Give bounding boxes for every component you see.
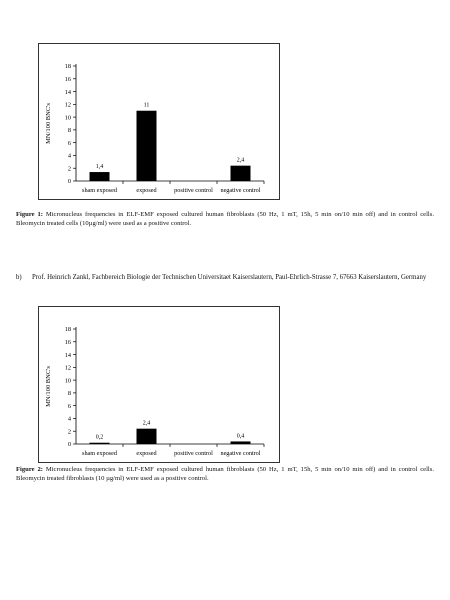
section-b-affiliation (16, 273, 434, 283)
data-label: 2,4 (236, 157, 245, 164)
y-tick-label: 8 (67, 127, 71, 135)
x-tick-label: sham exposed (82, 187, 117, 194)
bar (137, 111, 157, 181)
y-tick-label: 2 (67, 428, 71, 436)
bar (90, 172, 110, 181)
figure-1-caption-text: Micronucleus frequencies in ELF-EMF exposed cultured human fibroblasts (50 Hz, 1 mT, 15h, 5 min on/10 min off) and in control cells. Bleomycin treated cells (10µg/ml) were used as a positive control. (16, 211, 434, 228)
y-tick-label: 10 (64, 114, 71, 122)
section-b-text: Prof. Heinrich Zankl, Fachbereich Biologie der Technischen Universitaet Kaiserslautern, Paul-Ehrlich-Strasse 7, 67663 Kaiserslautern, Germany (32, 274, 427, 281)
y-tick-label: 8 (67, 390, 71, 398)
bar (137, 429, 157, 444)
y-tick-label: 14 (64, 351, 71, 359)
x-tick-label: positive control (174, 187, 213, 194)
x-tick-label: exposed (136, 450, 157, 457)
x-tick-label: negative control (220, 187, 261, 194)
figure-2-chart (38, 306, 280, 463)
y-tick-label: 6 (67, 402, 71, 410)
y-tick-label: 0 (67, 178, 71, 186)
figure-2-caption-text: Micronucleus frequencies in ELF-EMF exposed cultured human fibroblasts (50 Hz, 1 mT, 15h, 5 min on/10 min off) and in control cells. Bleomycin treated fibroblasts (10 µg/ml) were used as a positive control. (16, 466, 434, 483)
y-tick-label: 0 (67, 441, 71, 449)
bar (90, 443, 110, 444)
figure-1-chart (38, 43, 280, 200)
figure-2-caption (16, 465, 434, 484)
figure-2-label: Figure 2: (16, 466, 43, 473)
data-label: 0,2 (95, 434, 104, 441)
y-tick-label: 12 (64, 101, 71, 109)
x-tick-label: positive control (174, 450, 213, 457)
data-label: 2,4 (142, 420, 151, 427)
y-tick-label: 4 (67, 152, 71, 160)
x-tick-label: sham exposed (82, 450, 117, 457)
y-tick-label: 18 (64, 326, 71, 334)
y-tick-label: 6 (67, 139, 71, 147)
y-axis-label: MN/100 BNC's (45, 103, 52, 144)
y-tick-label: 14 (64, 88, 71, 96)
x-tick-label: negative control (220, 450, 261, 457)
y-tick-label: 16 (64, 338, 71, 346)
y-tick-label: 4 (67, 415, 71, 423)
y-tick-label: 12 (64, 364, 71, 372)
data-label: 11 (143, 102, 150, 109)
y-tick-label: 10 (64, 377, 71, 385)
figure-1-caption (16, 210, 434, 229)
section-b-label: b) (16, 274, 22, 281)
figure-1-plot (39, 44, 279, 199)
figure-1-label: Figure 1: (16, 211, 43, 218)
y-tick-label: 18 (64, 63, 71, 71)
y-tick-label: 16 (64, 75, 71, 83)
bar (231, 166, 251, 181)
data-label: 0,4 (236, 433, 245, 440)
figure-2-plot (39, 307, 279, 462)
y-axis-label: MN/100 BNC's (45, 366, 52, 407)
x-tick-label: exposed (136, 187, 157, 194)
data-label: 1,4 (95, 164, 104, 171)
bar (231, 441, 251, 444)
y-tick-label: 2 (67, 165, 71, 173)
